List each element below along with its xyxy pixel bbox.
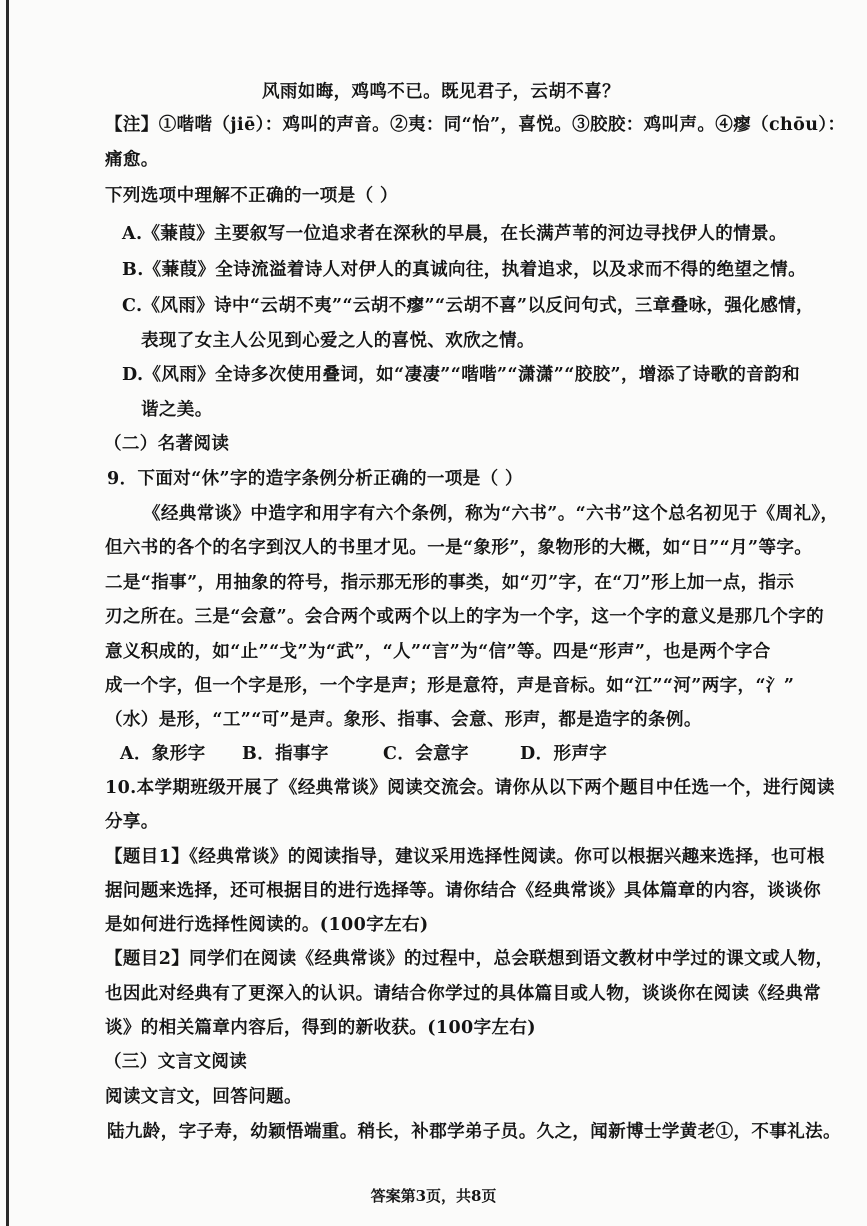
q10-topic1-line-2: 据问题来选择，还可根据目的进行选择等。请你结合《经典常谈》具体篇章的内容，谈谈你 — [105, 881, 821, 901]
q9-passage-line-6: 成一个字，但一个字是形，一个字是声；形是意符，声是音标。如“江”“河”两字，“氵” — [105, 676, 795, 696]
q9-options — [120, 742, 607, 766]
q9-option-b: B．指事字 — [242, 744, 329, 764]
q9-option-c: C．会意字 — [383, 744, 469, 764]
q9-passage-line-2: 但六书的各个的名字到汉人的书里才见。一是“象形”，象物形的大概，如“日”“月”等字。 — [105, 538, 813, 558]
poem-line: 风雨如晦，鸡鸣不已。既见君子，云胡不喜？ — [262, 82, 620, 102]
classical-text-line-1: 陆九龄，字子寿，幼颖悟端重。稍长，补郡学弟子员。久之，闻新博士学黄老①，不事礼法。 — [107, 1122, 841, 1142]
q10-stem-line-2: 分享。 — [105, 812, 159, 832]
q8-option-a: A.《蒹葭》主要叙写一位追求者在深秋的早晨，在长满芦苇的河边寻找伊人的情景。 — [122, 224, 787, 244]
q9-stem: 9．下面对“休”字的造字条例分析正确的一项是（ ） — [107, 469, 523, 489]
q9-passage-line-7: （水）是形，“工”“可”是声。象形、指事、会意、形声，都是造字的条例。 — [105, 710, 702, 730]
page-footer: 答案第3页，共8页 — [370, 1187, 497, 1205]
q8-option-c-line-1: C.《风雨》诗中“云胡不夷”“云胡不瘳”“云胡不喜”以反问句式，三章叠咏，强化感情， — [122, 296, 814, 316]
scan-edge-line — [6, 0, 9, 1226]
notes-line-2: 痛愈。 — [105, 150, 159, 170]
q10-topic1-line-3: 是如何进行选择性阅读的。(100字左右) — [105, 915, 429, 935]
q8-option-d-line-2: 谐之美。 — [141, 400, 213, 420]
q10-stem-line-1: 10.本学期班级开展了《经典常谈》阅读交流会。请你从以下两个题目中任选一个，进行阅读 — [105, 778, 835, 798]
q10-topic2-line-2: 也因此对经典有了更深入的认识。请结合你学过的具体篇目或人物，谈谈你在阅读《经典常 — [105, 984, 821, 1004]
q9-option-d: D．形声字 — [520, 744, 608, 764]
q9-passage-line-4: 刃之所在。三是“会意”。会合两个或两个以上的字为一个字，这一个字的意义是那几个字的 — [105, 607, 825, 627]
q9-passage-line-3: 二是“指事”，用抽象的符号，指示那无形的事类，如“刃”字，在“刀”形上加一点，指示 — [105, 573, 795, 593]
q10-topic2-line-3: 谈》的相关篇章内容后，得到的新收获。(100字左右) — [105, 1018, 536, 1038]
q9-passage-line-5: 意义积成的，如“止”“戈”为“武”，“人”“言”为“信”等。四是“形声”，也是两个字合 — [105, 642, 771, 662]
q8-option-d-line-1: D.《风雨》全诗多次使用叠词，如“凄凄”“喈喈”“潇潇”“胶胶”，增添了诗歌的音韵和 — [122, 365, 800, 385]
q8-stem: 下列选项中理解不正确的一项是（ ） — [105, 186, 398, 206]
q8-option-c-line-2: 表现了女主人公见到心爱之人的喜悦、欢欣之情。 — [141, 331, 535, 351]
q9-option-a: A．象形字 — [120, 744, 206, 764]
q10-topic2-line-1: 【题目2】同学们在阅读《经典常谈》的过程中，总会联想到语文教材中学过的课文或人物， — [105, 949, 834, 969]
notes-line-1: 【注】①喈喈（jiē）：鸡叫的声音。②夷：同“怡”，喜悦。③胶胶：鸡叫声。④瘳（chōu）： — [105, 115, 846, 135]
q9-passage-line-1: 《经典常谈》中造字和用字有六个条例，称为“六书”。“六书”这个总名初见于《周礼》， — [143, 504, 839, 524]
q10-topic1-line-1: 【题目1】《经典常谈》的阅读指导，建议采用选择性阅读。你可以根据兴趣来选择，也可根 — [105, 847, 825, 867]
section2-title: （二）名著阅读 — [104, 434, 230, 454]
section3-title: （三）文言文阅读 — [104, 1052, 248, 1072]
q8-option-b: B.《蒹葭》全诗流溢着诗人对伊人的真诚向往，执着追求，以及求而不得的绝望之情。 — [122, 260, 806, 280]
section3-instruction: 阅读文言文，回答问题。 — [105, 1087, 302, 1107]
